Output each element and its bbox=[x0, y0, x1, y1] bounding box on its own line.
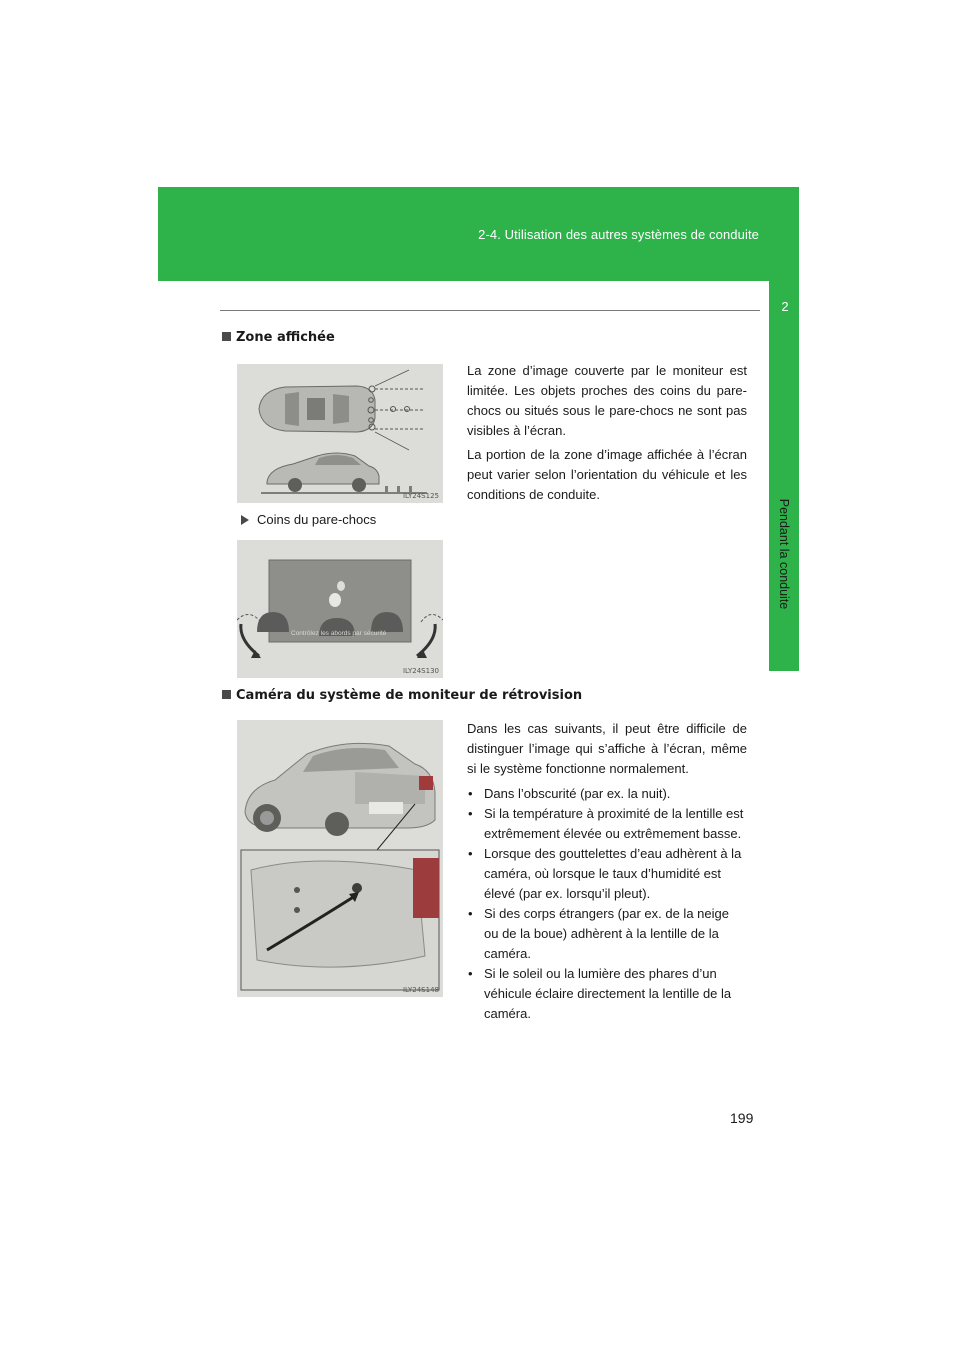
camera-conditions-list bbox=[467, 784, 747, 1024]
paragraph-camera-intro: Dans les cas suivants, il peut être difficile de distinguer l’image qui s’affiche à l’écran, même si le système fonctionne normalement. bbox=[467, 721, 747, 776]
chapter-tab bbox=[769, 281, 799, 671]
square-bullet-icon bbox=[222, 690, 231, 699]
chapter-number: 2 bbox=[781, 299, 789, 314]
arrow-right-icon bbox=[241, 515, 249, 525]
figure-code: ILY24S130 bbox=[402, 667, 439, 675]
list-item: • Lorsque des gouttelettes d’eau adhèrent à la caméra, où lorsque le taux d’humidité est élevé (par ex. lorsqu’il pleut). bbox=[468, 846, 742, 901]
sub-caption-text: Coins du pare-chocs bbox=[257, 512, 377, 527]
chapter-label: Pendant la conduite bbox=[777, 498, 791, 610]
figure-rear-camera bbox=[237, 720, 443, 997]
list-item: • Si la température à proximité de la lentille est extrêmement élevée ou extrêmement basse. bbox=[468, 806, 744, 841]
square-bullet-icon bbox=[222, 332, 231, 341]
list-item: • Dans l’obscurité (par ex. la nuit). bbox=[468, 786, 671, 801]
rear-camera-illustration bbox=[237, 720, 443, 997]
section-title: 2-4. Utilisation des autres systèmes de conduite bbox=[478, 227, 759, 242]
heading-text: Zone affichée bbox=[236, 330, 335, 345]
bumper-corners-illustration bbox=[237, 540, 443, 678]
list-item: • Si des corps étrangers (par ex. de la neige ou de la boue) adhèrent à la lentille de la caméra. bbox=[468, 906, 729, 961]
figure-bumper-corners bbox=[237, 540, 443, 678]
figure-display-area bbox=[237, 364, 443, 503]
paragraph-zone-2: La portion de la zone d’image affichée à l’écran peut varier selon l’orientation du véhicule et les conditions de conduite. bbox=[467, 447, 747, 502]
header-rule bbox=[220, 310, 760, 311]
figure-code: ILY24S125 bbox=[402, 492, 439, 500]
section-header-band bbox=[158, 187, 799, 281]
section-heading-zone bbox=[222, 330, 335, 345]
sub-caption-bumper-corners bbox=[237, 512, 376, 527]
car-display-area-illustration bbox=[237, 364, 443, 503]
list-item: • Si le soleil ou la lumière des phares d’un véhicule éclaire directement la lentille de la caméra. bbox=[468, 966, 732, 1021]
paragraph-zone-1: La zone d’image couverte par le moniteur est limitée. Les objets proches des coins du pare-chocs ou situés sous le pare-chocs ne sont pas visibles à l’écran. bbox=[467, 363, 747, 438]
screen-warning-text: Contrôlez les abords par sécurité bbox=[291, 630, 387, 637]
figure-code: ILY24S148 bbox=[402, 986, 439, 994]
section-heading-camera bbox=[222, 688, 582, 703]
page-number: 199 bbox=[730, 1110, 754, 1126]
heading-text: Caméra du système de moniteur de rétrovision bbox=[236, 688, 583, 703]
